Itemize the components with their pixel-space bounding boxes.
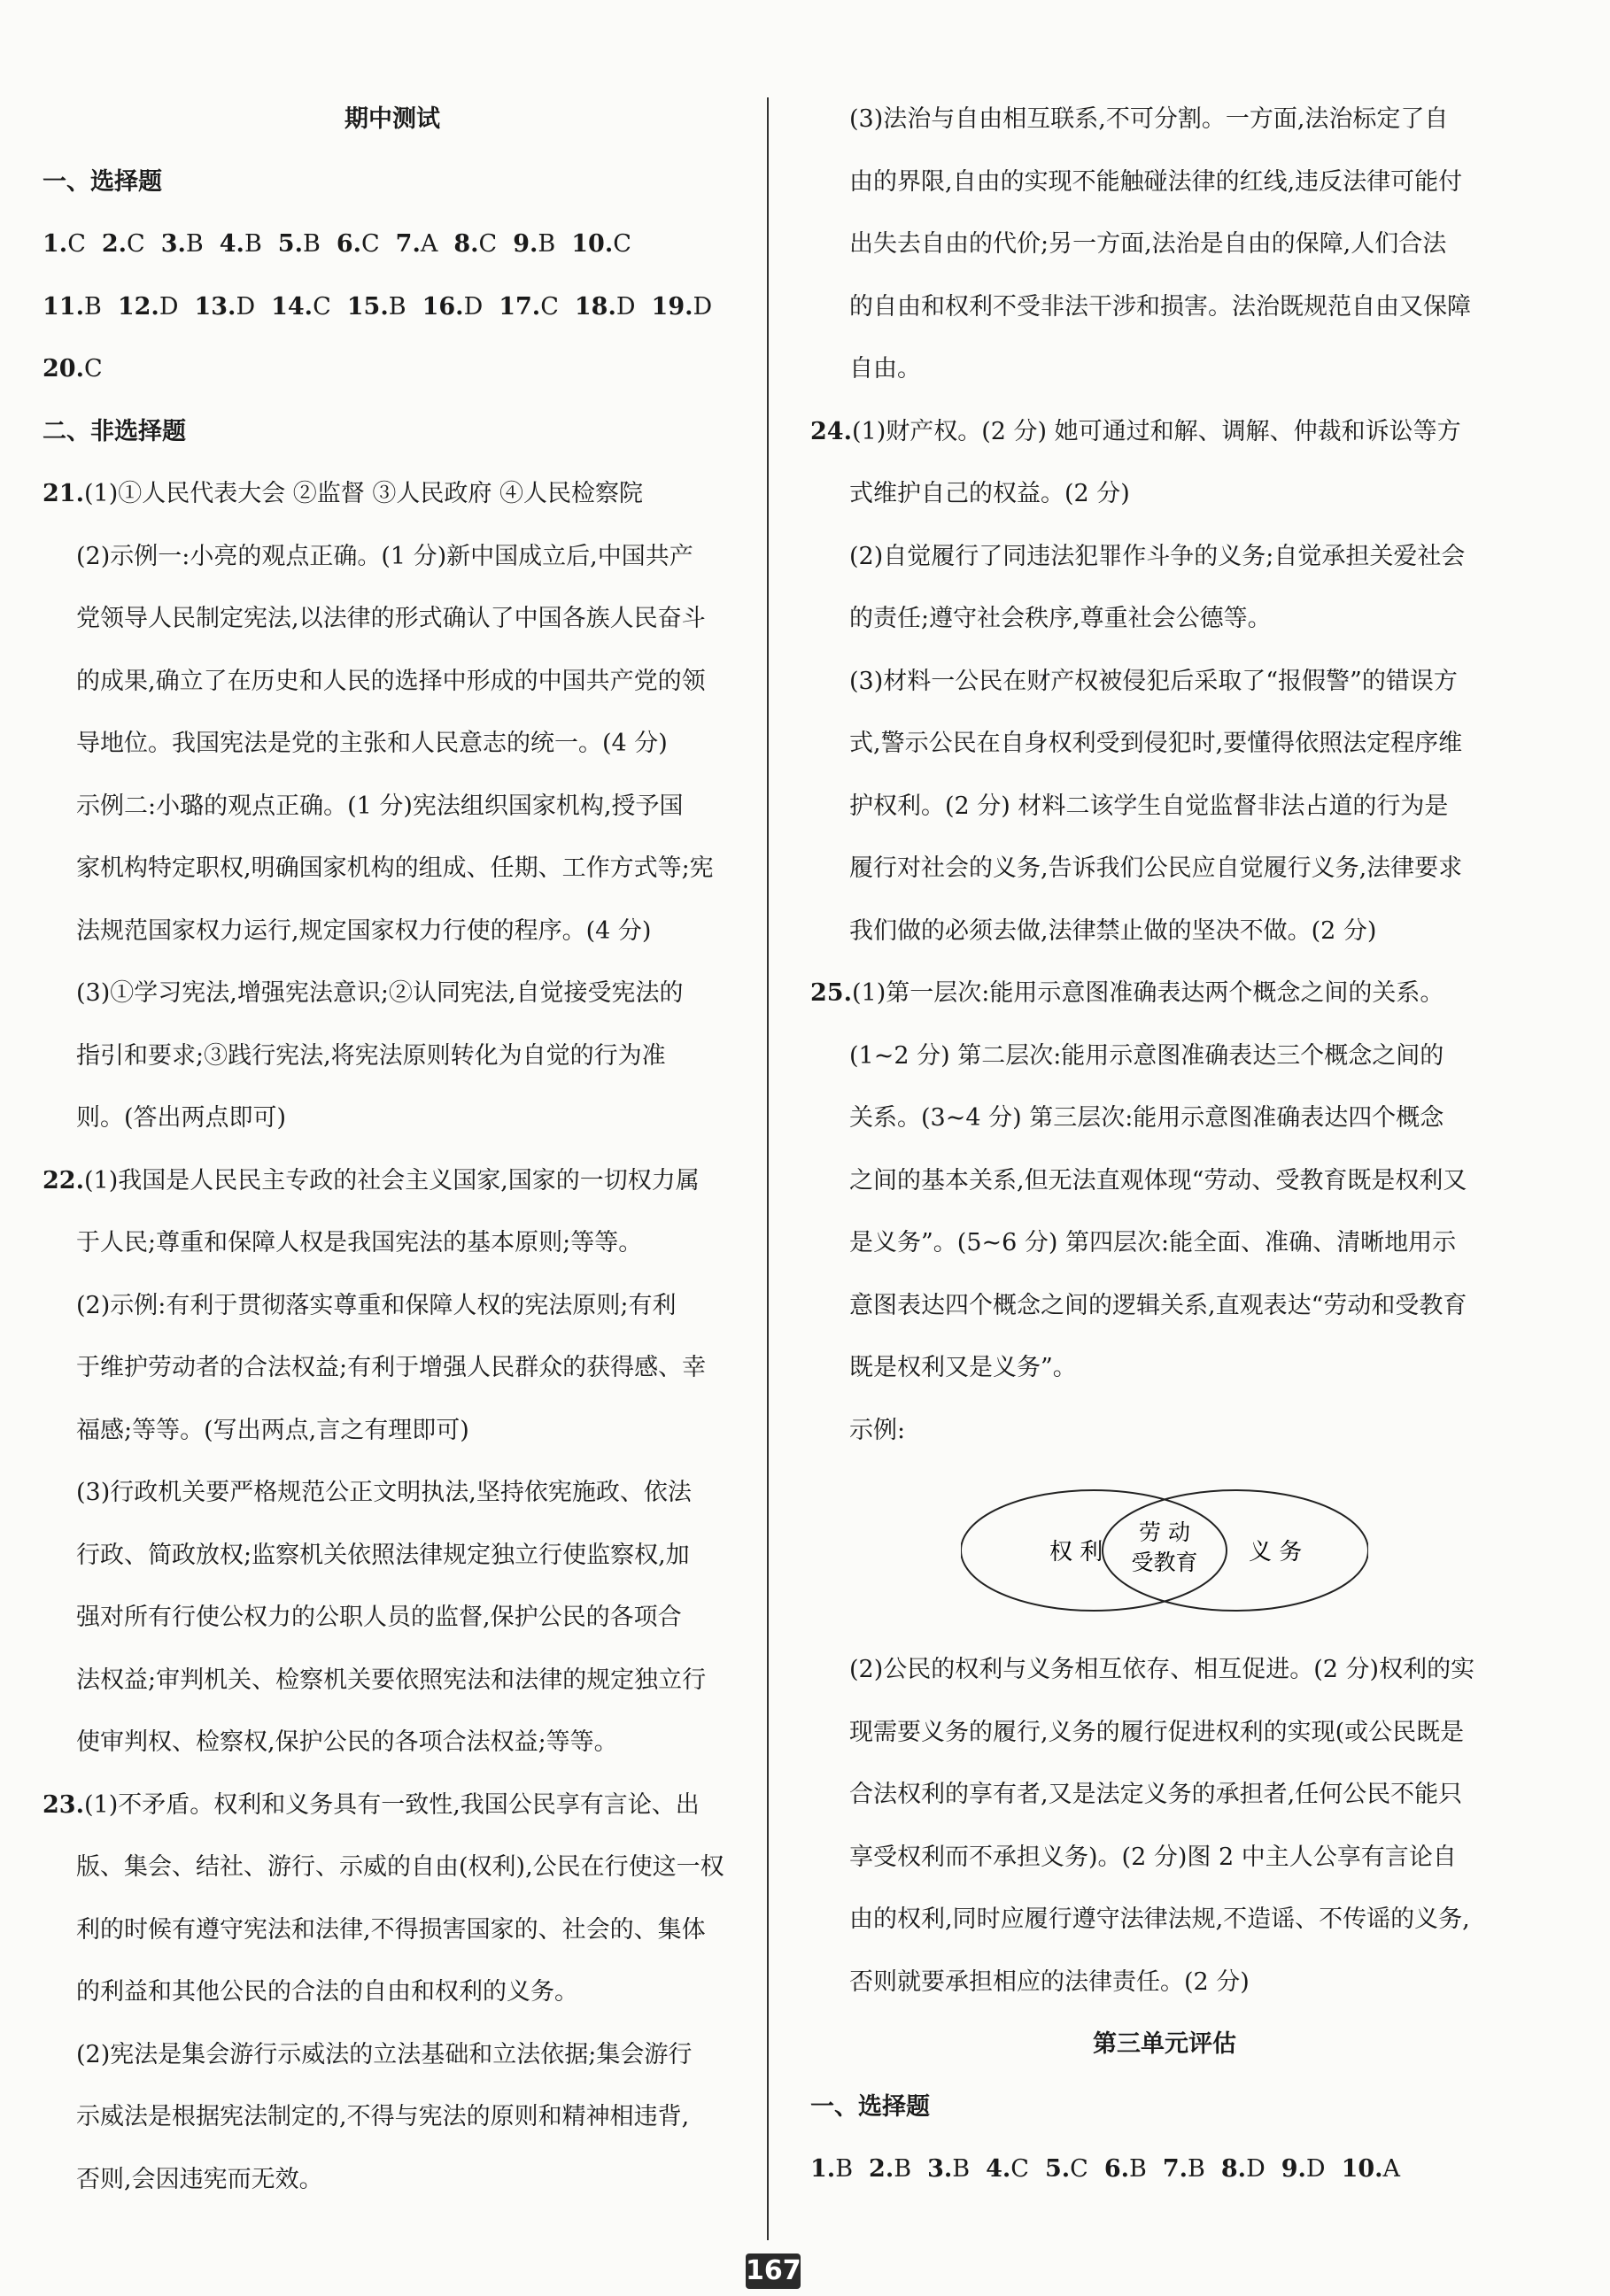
q21-line-8: 法规范国家权力运行,规定国家权力行使的程序。(4 分) [76,916,652,945]
q24-line-6: 式,警示公民在自身权利受到侵犯时,要懂得依照法定程序维 [849,730,1463,757]
venn-diagram [810,1462,1519,1639]
answer-item: 6.B [1103,2155,1147,2183]
right-column [810,89,1519,2201]
venn-right-label: 义 务 [1249,1539,1303,1565]
q25-line-5: 是义务”。(5~6 分) 第四层次:能全面、准确、清晰地用示 [849,1229,1457,1256]
venn-center-top-label: 劳 动 [1139,1519,1190,1545]
q25-line-13: 由的权利,同时应履行遵守法律法规,不造谣、不传谣的义务, [849,1906,1470,1933]
answer-item: 7.B [1162,2155,1205,2183]
q22-line-9: 法权益;审判机关、检察机关要依照宪法和法律的规定独立行 [76,1666,707,1694]
q25-line-2: (1~2 分) 第二层次:能用示意图准确表达三个概念之间的 [849,1041,1444,1070]
section-title-midterm: 期中测试 [344,105,440,133]
answer-item: 14.C [271,292,331,321]
q23c-line-1: (3)法治与自由相互联系,不可分割。一方面,法治标定了自 [849,105,1449,133]
q25-line-12: 享受权利而不承担义务)。(2 分)图 2 中主人公享有言论自 [849,1843,1457,1871]
answer-item: 7.A [395,230,438,258]
heading-unit3-choice: 一、选择题 [810,2092,930,2121]
answer-item: 8.C [453,230,498,258]
q25-line-6: 意图表达四个概念之间的逻辑关系,直观表达“劳动和受教育 [849,1291,1467,1319]
q23-number: 23. [43,1790,84,1819]
answer-item: 13.D [194,292,256,321]
q23c-line-4: 的自由和权利不受非法干涉和损害。法治既规范自由又保障 [849,292,1471,321]
q24-line-7: 护权利。(2 分) 材料二该学生自觉监督非法占道的行为是 [849,792,1449,820]
answer-item: 3.B [927,2155,971,2183]
q23-line-5: (2)宪法是集会游行示威法的立法基础和立法依据;集会游行 [76,2040,693,2068]
q22-line-3: (2)示例:有利于贯彻落实尊重和保障人权的宪法原则;有利 [76,1291,677,1319]
q25-line-4: 之间的基本关系,但无法直观体现“劳动、受教育既是权利又 [849,1166,1467,1194]
q21-line-1: 21.(1)①人民代表大会 ②监督 ③人民政府 ④人民检察院 [43,480,643,507]
page-number: 167 [746,2253,801,2289]
q23c-line-5: 自由。 [849,355,921,383]
unit3-answer-row [810,2138,1519,2201]
q23c-line-2: 由的界限,自由的实现不能触碰法律的红线,违反法律可能付 [849,167,1463,196]
q23-line-7: 否则,会因违宪而无效。 [76,2165,323,2193]
q21-line-5: 导地位。我国宪法是党的主张和人民意志的统一。(4 分) [76,730,668,757]
q25-line-14: 否则就要承担相应的法律责任。(2 分) [849,1967,1250,1996]
answer-item: 4.C [986,2155,1029,2183]
q23-line-1: 23.(1)不矛盾。权利和义务具有一致性,我国公民享有言论、出 [43,1790,700,1819]
q22-line-10: 使审判权、检察权,保护公民的各项合法权益;等等。 [76,1728,618,1756]
answer-item: 18.D [574,292,636,321]
q22-line-7: 行政、简政放权;监察机关依照法律规定独立行使监察权,加 [76,1541,690,1569]
q25-line-11: 合法权利的享有者,又是法定义务的承担者,任何公民不能只 [849,1781,1463,1808]
answer-item: 15.B [346,292,406,321]
q21-line-10: 指引和要求;③践行宪法,将宪法原则转化为自觉的行为准 [76,1041,666,1070]
q24-number: 24. [810,417,852,445]
q21-line-4: 的成果,确立了在历史和人民的选择中形成的中国共产党的领 [76,667,706,695]
venn-svg [961,1471,1368,1630]
left-column [43,89,742,2211]
heading-choice: 一、选择题 [43,167,162,196]
q22-line-4: 于维护劳动者的合法权益;有利于增强人民群众的获得感、幸 [76,1354,707,1381]
heading-non-choice: 二、非选择题 [43,417,186,445]
answer-row-1 [43,213,742,276]
answer-item: 2.B [869,2155,912,2183]
q23-line-6: 示威法是根据宪法制定的,不得与宪法的原则和精神相违背, [76,2103,690,2130]
q24-line-5: (3)材料一公民在财产权被侵犯后采取了“报假警”的错误方 [849,667,1458,695]
answer-item: 10.A [1341,2155,1401,2183]
q23c-line-3: 出失去自由的代价;另一方面,法治是自由的保障,人们合法 [849,230,1447,258]
answer-row-2 [43,276,742,339]
answer-item: 8.D [1220,2155,1266,2183]
answer-item: 6.C [336,230,380,258]
column-divider [767,97,769,2240]
q25-number: 25. [810,979,852,1007]
q21-line-7: 家机构特定职权,明确国家机构的组成、任期、工作方式等;宪 [76,854,714,882]
answer-item: 2.C [101,230,145,258]
answer-item: 12.D [117,292,179,321]
q25-line-7: 既是权利又是义务”。 [849,1354,1077,1381]
answer-item: 3.B [160,230,204,258]
q25-line-1: 25.(1)第一层次:能用示意图准确表达两个概念之间的关系。 [810,979,1444,1007]
answer-item: 9.D [1281,2155,1326,2183]
q25-line-3: 关系。(3~4 分) 第三层次:能用示意图准确表达四个概念 [849,1104,1444,1132]
q25-line-10: 现需要义务的履行,义务的履行促进权利的实现(或公民既是 [849,1718,1465,1746]
q24-line-9: 我们做的必须去做,法律禁止做的坚决不做。(2 分) [849,916,1377,945]
q23-line-4: 的利益和其他公民的合法的自由和权利的义务。 [76,1978,578,2006]
answer-item: 5.C [1044,2155,1088,2183]
venn-left-label: 权 利 [1049,1539,1103,1565]
answer-item: 16.D [422,292,484,321]
q21-line-3: 党领导人民制定宪法,以法律的形式确认了中国各族人民奋斗 [76,605,706,632]
q21-line-2: (2)示例一:小亮的观点正确。(1 分)新中国成立后,中国共产 [76,542,693,570]
answer-row-3 [43,338,742,401]
q21-line-9: (3)①学习宪法,增强宪法意识;②认同宪法,自觉接受宪法的 [76,979,684,1007]
answer-item: 20.C [43,355,103,383]
answer-item: 9.B [513,230,556,258]
q25-line-8: 示例: [849,1416,906,1444]
answer-item: 11.B [43,292,102,321]
q22-number: 22. [43,1166,84,1194]
q22-line-6: (3)行政机关要严格规范公正文明执法,坚持依宪施政、依法 [76,1479,692,1506]
q21-line-11: 则。(答出两点即可) [76,1104,287,1132]
section-title-unit3: 第三单元评估 [1093,2030,1236,2058]
q25-line-9: (2)公民的权利与义务相互依存、相互促进。(2 分)权利的实 [849,1656,1475,1683]
answer-item: 19.D [651,292,713,321]
q23-line-2: 版、集会、结社、游行、示威的自由(权利),公民在行使这一权 [76,1853,724,1881]
q22-line-2: 于人民;尊重和保障人权是我国宪法的基本原则;等等。 [76,1229,643,1256]
q22-line-8: 强对所有行使公权力的公职人员的监督,保护公民的各项合 [76,1604,682,1631]
venn-center-bottom-label: 受教育 [1131,1550,1198,1575]
answer-item: 1.B [810,2155,854,2183]
q21-number: 21. [43,480,84,507]
q24-line-8: 履行对社会的义务,告诉我们公民应自觉履行义务,法律要求 [849,854,1463,882]
q23-line-3: 利的时候有遵守宪法和法律,不得损害国家的、社会的、集体 [76,1915,706,1944]
answer-item: 17.C [499,292,559,321]
q24-line-1: 24.(1)财产权。(2 分) 她可通过和解、调解、仲裁和诉讼等方 [810,417,1461,445]
q22-line-1: 22.(1)我国是人民民主专政的社会主义国家,国家的一切权力属 [43,1166,700,1194]
answer-item: 5.B [277,230,321,258]
q22-line-5: 福感;等等。(写出两点,言之有理即可) [76,1416,469,1444]
q24-line-3: (2)自觉履行了同违法犯罪作斗争的义务;自觉承担关爱社会 [849,542,1466,570]
answer-item: 10.C [571,230,631,258]
q21-line-6: 示例二:小璐的观点正确。(1 分)宪法组织国家机构,授予国 [76,792,684,820]
answer-item: 4.B [219,230,262,258]
q24-line-4: 的责任;遵守社会秩序,尊重社会公德等。 [849,605,1272,632]
q24-line-2: 式维护自己的权益。(2 分) [849,480,1130,507]
answer-item: 1.C [43,230,86,258]
